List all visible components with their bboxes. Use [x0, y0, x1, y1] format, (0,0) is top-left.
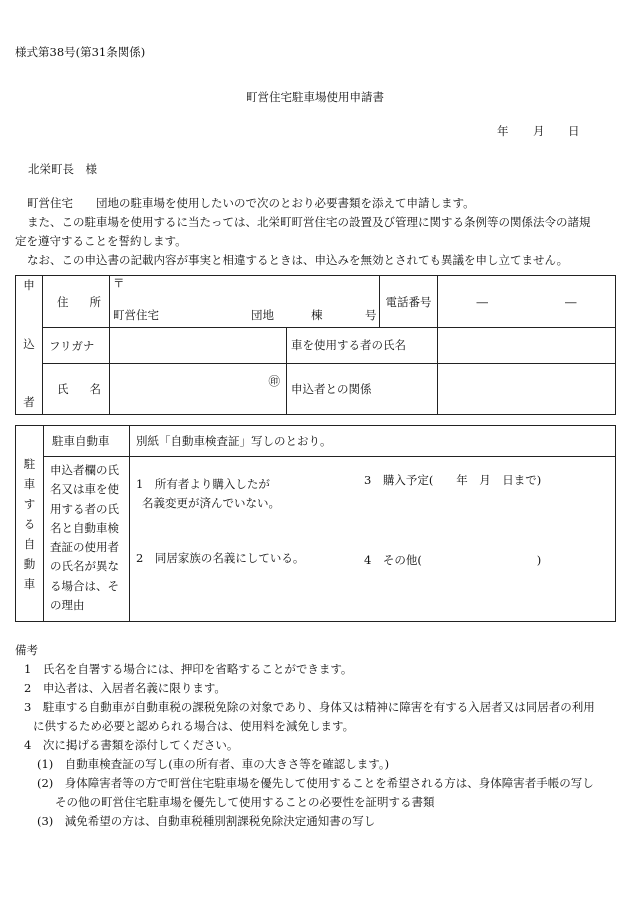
name-field[interactable] — [110, 364, 287, 415]
address-to: 棟 — [311, 308, 323, 322]
vehicle-table — [15, 425, 616, 622]
car-user-name-field[interactable] — [438, 328, 616, 364]
applicant-table — [15, 275, 616, 415]
address-danchi: 団地 — [251, 308, 274, 322]
page-title: 町営住宅駐車場使用申請書 — [246, 90, 384, 104]
note-item: に供するため必要と認められる場合は、使用料を減免します。 — [33, 719, 355, 733]
phone-label: 電話番号 — [380, 276, 438, 328]
reason-option-1b: 名義変更が済んでいない。 — [142, 496, 280, 510]
phone-dash-1: ― — [476, 294, 488, 309]
note-item: 4 次に掲げる書類を添付してください。 — [24, 738, 239, 752]
addressee: 北栄町長 様 — [28, 162, 97, 176]
postal-mark: 〒 — [113, 276, 125, 290]
date-year: 年 — [497, 124, 509, 138]
intro-line-3: 定を遵守することを誓約します。 — [15, 234, 187, 248]
notes-heading: 備考 — [15, 643, 38, 657]
seal-mark: ㊞ — [268, 374, 280, 388]
relation-field[interactable] — [438, 364, 616, 415]
car-label: 駐車自動車 — [44, 426, 130, 457]
form-number: 様式第38号(第31条関係) — [15, 45, 146, 59]
phone-dash-2: ― — [565, 294, 577, 309]
reason-option-3[interactable]: 3 購入予定( 年 月 日まで) — [364, 473, 542, 487]
address-field[interactable] — [110, 276, 380, 328]
name-label: 氏 名 — [43, 364, 110, 415]
applicant-vertical-label: 申 込 者 — [16, 276, 43, 415]
date-day: 日 — [568, 124, 580, 138]
address-prefix: 町営住宅 — [113, 308, 159, 322]
note-subitem: (1) 自動車検査証の写し(車の所有者、車の大きさ等を確認します。) — [37, 757, 390, 771]
phone-field[interactable] — [438, 276, 616, 328]
furigana-field[interactable] — [110, 328, 287, 364]
furigana-label: フリガナ — [43, 328, 110, 364]
note-subitem: (3) 減免希望の方は、自動車税種別割課税免除決定通知書の写し — [37, 814, 376, 828]
intro-line-1: 町営住宅 団地の駐車場を使用したいので次のとおり必要書類を添えて申請します。 — [27, 196, 475, 210]
vehicle-vertical-label: 駐 車 す る 自 動 車 — [16, 426, 44, 622]
note-item: 3 駐車する自動車が自動車税の課税免除の対象であり、身体又は精神に障害を有する入居者又は同居者の利用 — [24, 700, 595, 714]
date-month: 月 — [533, 124, 545, 138]
address-label: 住 所 — [43, 276, 110, 328]
car-value: 別紙「自動車検査証」写しのとおり。 — [130, 426, 616, 457]
notes-section — [15, 641, 620, 831]
reason-option-1a[interactable]: 1 所有者より購入したが — [136, 477, 270, 491]
car-user-name-label: 車を使用する者の氏名 — [287, 328, 438, 364]
note-item: 2 申込者は、入居者名義に限ります。 — [24, 681, 226, 695]
intro-line-2: また、この駐車場を使用するに当たっては、北栄町町営住宅の設置及び管理に関する条例等の関係法令の諸規 — [27, 215, 591, 229]
relation-label: 申込者との関係 — [287, 364, 438, 415]
intro-paragraph — [15, 194, 615, 270]
note-subitem: (2) 身体障害者等の方で町営住宅駐車場を優先して使用することを希望される方は、身体障害者手帳の写し — [37, 776, 594, 790]
reason-option-4[interactable]: 4 その他( ) — [364, 553, 542, 567]
address-go: 号 — [365, 308, 377, 322]
reason-option-2[interactable]: 2 同居家族の名義にしている。 — [136, 551, 305, 565]
reason-options — [130, 457, 616, 622]
reason-label: 申込者欄の氏名又は車を使用する者の氏名と自動車検査証の使用者の氏名が異なる場合は、その理由 — [44, 457, 130, 622]
intro-line-4: なお、この申込書の記載内容が事実と相違するときは、申込みを無効とされても異議を申し立てません。 — [27, 253, 569, 267]
note-item: 1 氏名を自署する場合には、押印を省略することができます。 — [24, 662, 353, 676]
note-subitem: その他の町営住宅駐車場を優先して使用することの必要性を証明する書類 — [55, 795, 435, 809]
